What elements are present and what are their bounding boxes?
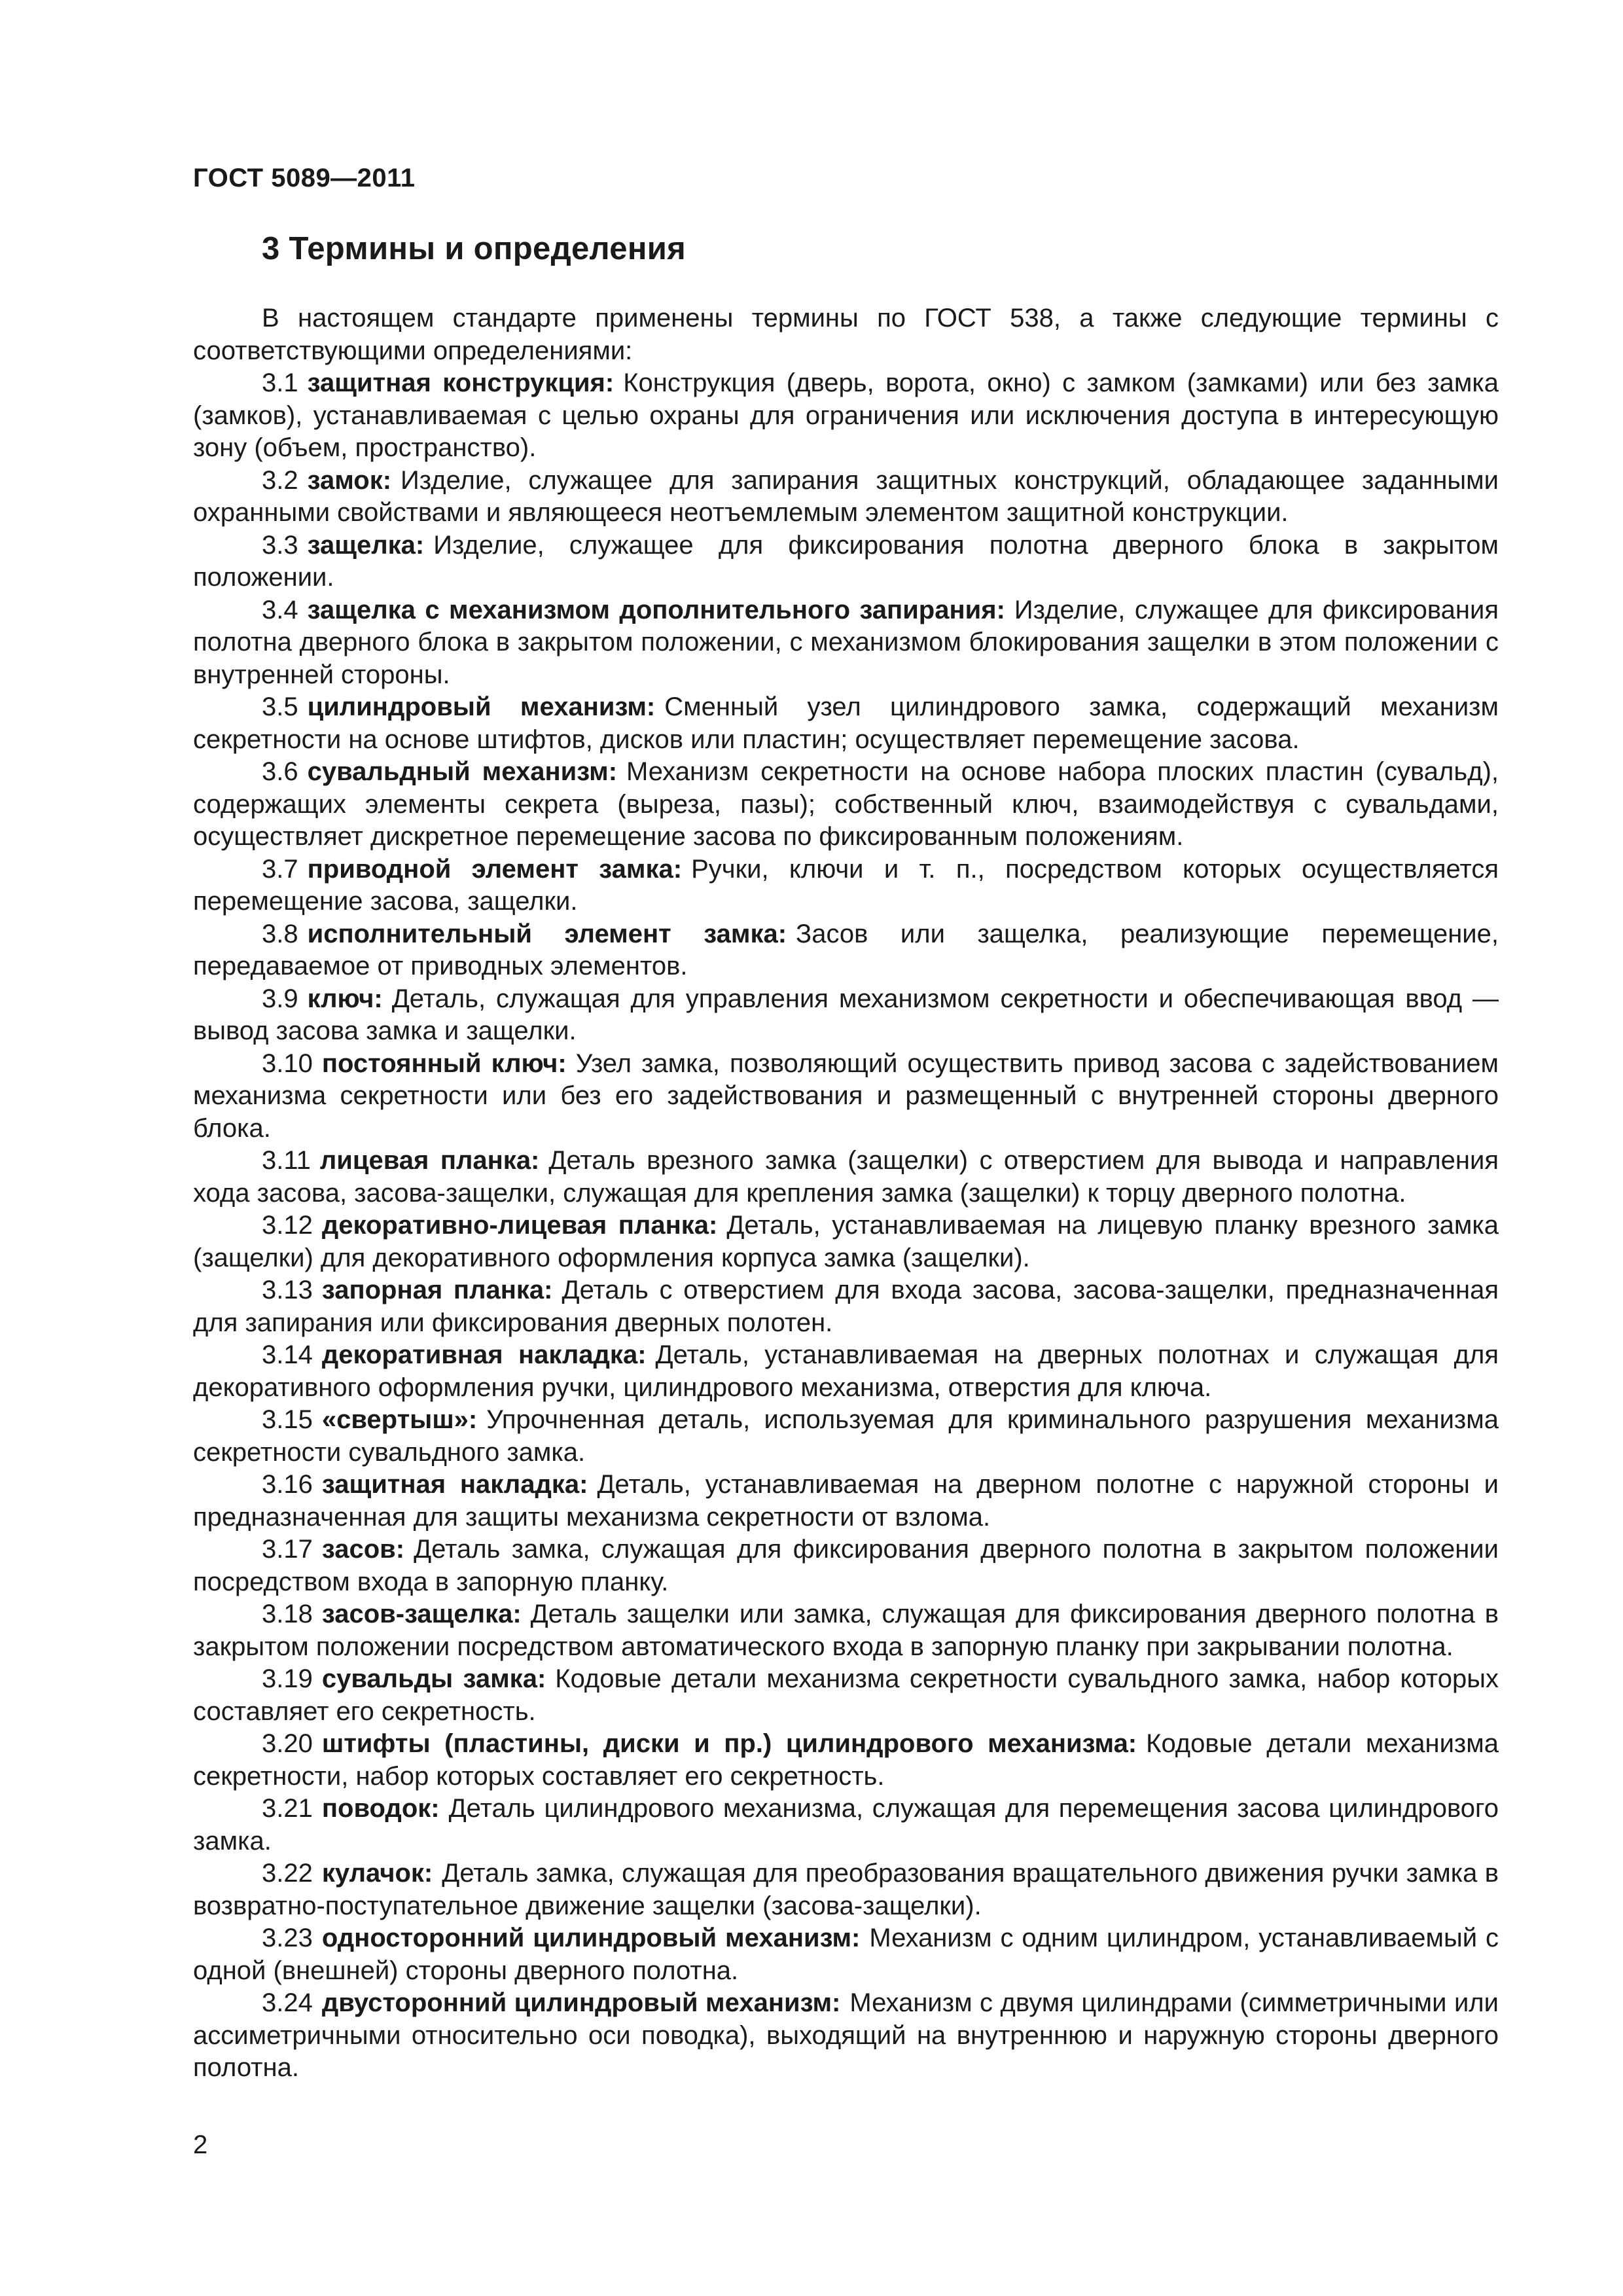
page-number: 2	[193, 2130, 208, 2159]
term-number: 3.4	[262, 595, 298, 624]
term-text: Механизм с двумя цилиндрами (симметричными или ассиметричными относительно оси поводка), выходящий на внутреннюю и наружную стороны дверного полотна.	[193, 1988, 1499, 2082]
term-text: Механизм с одним цилиндром, устанавливаемый с одной (внешней) стороны дверного полотна.	[193, 1924, 1499, 1985]
term-number: 3.9	[262, 984, 298, 1013]
term-number: 3.18	[262, 1600, 313, 1628]
term-number: 3.22	[262, 1859, 313, 1888]
term-text: Деталь с отверстием для входа засова, засова-защелки, предназначенная для запирания или фиксирования дверных полотен.	[193, 1276, 1499, 1337]
term-text: Деталь защелки или замка, служащая для фиксирования дверного полотна в закрытом положении посредством автоматического входа в запорную планку при закрывании полотна.	[193, 1600, 1499, 1661]
term-definition	[193, 1469, 1499, 1534]
term-name: штифты (пластины, диски и пр.) цилиндрового механизма:	[321, 1729, 1137, 1758]
term-name: исполнительный элемент замка:	[307, 919, 787, 948]
term-name: сувальды замка:	[321, 1664, 546, 1693]
term-name: постоянный ключ:	[321, 1049, 567, 1078]
term-name: защитная конструкция:	[307, 368, 615, 397]
term-name: защелка:	[307, 530, 425, 560]
term-text: Кодовые детали механизма секретности сувальдного замка, набор которых составляет его секретность.	[193, 1664, 1499, 1726]
term-name: засов-защелка:	[321, 1600, 522, 1628]
term-text: Изделие, служащее для запирания защитных конструкций, обладающее заданными охранными свойствами и являющееся неотъемлемым элементом защитной конструкции.	[193, 465, 1499, 527]
term-number: 3.21	[262, 1794, 313, 1823]
term-number: 3.24	[262, 1988, 313, 2017]
term-text: Узел замка, позволяющий осуществить привод засова с задействованием механизма секретности или без его задействования и размещенный с внутренней стороны дверного блока.	[193, 1049, 1499, 1143]
term-text: Деталь, устанавливаемая на дверных полотнах и служащая для декоративного оформления ручки, цилиндрового механизма, отверстия для ключа.	[193, 1340, 1499, 1402]
term-number: 3.1	[262, 368, 298, 397]
term-definition	[193, 465, 1499, 529]
term-name: односторонний цилиндровый механизм:	[321, 1924, 861, 1952]
term-name: поводок:	[321, 1794, 440, 1823]
term-definition	[193, 1598, 1499, 1663]
term-text: Сменный узел цилиндрового замка, содержащий механизм секретности на основе штифтов, дисков или пластин; осуществляет перемещение засова.	[193, 692, 1499, 754]
term-definition	[193, 1793, 1499, 1857]
term-number: 3.5	[262, 692, 298, 721]
term-definition	[193, 367, 1499, 465]
term-name: запорная планка:	[321, 1276, 553, 1304]
term-text: Деталь, устанавливаемая на дверном полотне с наружной стороны и предназначенная для защиты механизма секретности от взлома.	[193, 1470, 1499, 1532]
term-text: Упрочненная деталь, используемая для криминального разрушения механизма секретности сувальдного замка.	[193, 1405, 1499, 1467]
term-definition	[193, 1339, 1499, 1404]
term-name: двусторонний цилиндровый механизм:	[321, 1988, 841, 2017]
term-number: 3.12	[262, 1211, 313, 1240]
term-number: 3.6	[262, 757, 298, 786]
term-text: Кодовые детали механизма секретности, набор которых составляет его секретность.	[193, 1729, 1499, 1791]
term-number: 3.8	[262, 919, 298, 948]
term-definition	[193, 1857, 1499, 1922]
term-text: Изделие, служащее для фиксирования полотна дверного блока в закрытом положении, с механизмом блокирования защелки в этом положении с внутренней стороны.	[193, 595, 1499, 689]
term-name: сувальдный механизм:	[307, 757, 618, 786]
term-definition	[193, 1274, 1499, 1339]
document-body	[193, 302, 1499, 2085]
term-definition	[193, 1534, 1499, 1598]
term-number: 3.16	[262, 1470, 313, 1499]
term-number: 3.19	[262, 1664, 313, 1693]
terms-list	[193, 367, 1499, 2085]
term-name: защитная накладка:	[321, 1470, 588, 1499]
term-text: Механизм секретности на основе набора плоских пластин (сувальд), содержащих элементы секрета (выреза, пазы); собственный ключ, взаимодействуя с сувальдами, осуществляет дискретное перемещение засова по фиксированным положениям.	[193, 757, 1499, 851]
standard-header: ГОСТ 5089—2011	[193, 164, 416, 192]
term-name: цилиндровый механизм:	[307, 692, 656, 721]
term-number: 3.11	[262, 1146, 311, 1175]
term-name: ключ:	[307, 984, 383, 1013]
term-definition	[193, 1404, 1499, 1469]
term-definition	[193, 1210, 1499, 1274]
term-number: 3.3	[262, 530, 298, 560]
term-text: Ручки, ключи и т. п., посредством которых осуществляется перемещение засова, защелки.	[193, 854, 1499, 916]
term-number: 3.2	[262, 465, 298, 495]
term-definition	[193, 918, 1499, 983]
term-definition	[193, 1145, 1499, 1210]
term-definition	[193, 853, 1499, 918]
term-name: «свертыш»:	[321, 1405, 478, 1434]
term-definition	[193, 529, 1499, 594]
term-definition	[193, 756, 1499, 853]
term-name: засов:	[321, 1535, 405, 1564]
term-name: лицевая планка:	[319, 1146, 540, 1175]
term-text: Конструкция (дверь, ворота, окно) с замком (замками) или без замка (замков), устанавливаемая с целью охраны для ограничения или исключения доступа в интересующую зону (объем, пространство).	[193, 368, 1499, 462]
term-definition	[193, 1048, 1499, 1145]
term-text: Деталь цилиндрового механизма, служащая для перемещения засова цилиндрового замка.	[193, 1794, 1499, 1856]
term-number: 3.15	[262, 1405, 313, 1434]
term-definition	[193, 1663, 1499, 1728]
term-name: защелка с механизмом дополнительного запирания:	[307, 595, 1005, 624]
term-text: Изделие, служащее для фиксирования полотна дверного блока в закрытом положении.	[193, 530, 1499, 592]
term-definition	[193, 1728, 1499, 1793]
term-number: 3.14	[262, 1340, 313, 1369]
term-definition	[193, 983, 1499, 1048]
term-number: 3.7	[262, 854, 298, 884]
term-number: 3.10	[262, 1049, 313, 1078]
term-number: 3.20	[262, 1729, 313, 1758]
term-name: замок:	[307, 465, 392, 495]
term-text: Деталь замка, служащая для фиксирования дверного полотна в закрытом положении посредством входа в запорную планку.	[193, 1535, 1499, 1596]
term-name: приводной элемент замка:	[307, 854, 683, 884]
term-number: 3.23	[262, 1924, 313, 1952]
section-title: 3 Термины и определения	[262, 231, 687, 266]
term-text: Деталь, устанавливаемая на лицевую планку врезного замка (защелки) для декоративного оформления корпуса замка (защелки).	[193, 1211, 1499, 1272]
term-number: 3.13	[262, 1276, 313, 1304]
intro-paragraph: В настоящем стандарте применены термины по ГОСТ 538, а также следующие термины с соответствующими определениями:	[193, 304, 1499, 365]
term-definition	[193, 1987, 1499, 2085]
term-name: декоративно-лицевая планка:	[321, 1211, 718, 1240]
term-definition	[193, 1922, 1499, 1987]
term-name: декоративная накладка:	[321, 1340, 647, 1369]
term-text: Засов или защелка, реализующие перемещение, передаваемое от приводных элементов.	[193, 919, 1499, 980]
term-text: Деталь, служащая для управления механизмом секретности и обеспечивающая ввод — вывод засова замка и защелки.	[193, 984, 1499, 1045]
term-number: 3.17	[262, 1535, 313, 1564]
term-text: Деталь замка, служащая для преобразования вращательного движения ручки замка в возвратно-поступательное движение защелки (засова-защелки).	[193, 1859, 1499, 1920]
term-definition	[193, 594, 1499, 692]
term-name: кулачок:	[321, 1859, 433, 1888]
term-text: Деталь врезного замка (защелки) с отверстием для вывода и направления хода засова, засова-защелки, служащая для крепления замка (защелки) к торцу дверного полотна.	[193, 1146, 1499, 1208]
term-definition	[193, 691, 1499, 756]
